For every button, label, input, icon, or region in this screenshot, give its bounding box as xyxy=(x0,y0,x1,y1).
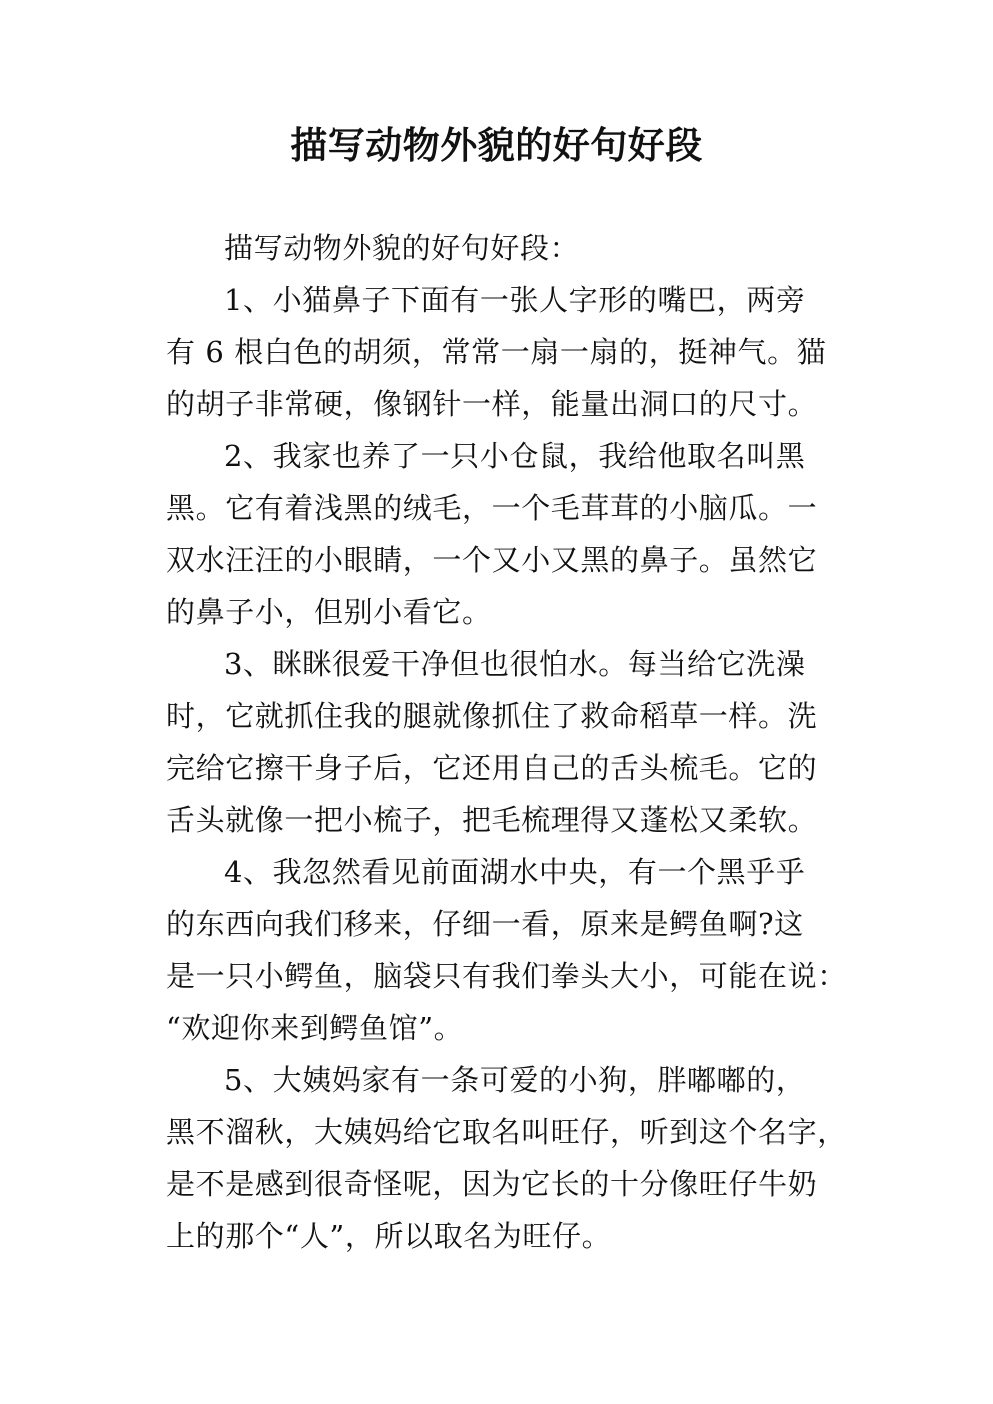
text-line: 有 6 根白色的胡须，常常一扇一扇的，挺神气。猫 xyxy=(166,335,827,369)
document-body xyxy=(166,222,847,1262)
text-line: 时，它就抓住我的腿就像抓住了救命稻草一样。洗 xyxy=(166,699,818,733)
text-line: 的胡子非常硬，像钢针一样，能量出洞口的尺寸。 xyxy=(166,387,818,421)
text-line: 的鼻子小，但别小看它。 xyxy=(166,595,492,629)
text-line: 黑。它有着浅黑的绒毛，一个毛茸茸的小脑瓜。一 xyxy=(166,491,818,525)
text-line: 3、眯眯很爱干净但也很怕水。每当给它洗澡 xyxy=(224,647,806,681)
text-line: 双水汪汪的小眼睛，一个又小又黑的鼻子。虽然它 xyxy=(166,543,818,577)
text-line: 黑不溜秋，大姨妈给它取名叫旺仔，听到这个名字， xyxy=(166,1115,847,1149)
text-line: 2、我家也养了一只小仓鼠，我给他取名叫黑 xyxy=(224,439,806,473)
text-line: “欢迎你来到鳄鱼馆”。 xyxy=(166,1011,464,1045)
text-line: 完给它擦干身子后，它还用自己的舌头梳毛。它的 xyxy=(166,751,818,785)
text-line: 是不是感到很奇怪呢，因为它长的十分像旺仔牛奶 xyxy=(166,1167,818,1201)
text-line: 描写动物外貌的好句好段： xyxy=(224,231,580,265)
text-line: 舌头就像一把小梳子，把毛梳理得又蓬松又柔软。 xyxy=(166,803,818,837)
text-line: 4、我忽然看见前面湖水中央，有一个黑乎乎 xyxy=(224,855,806,889)
text-line: 5、大姨妈家有一条可爱的小狗，胖嘟嘟的， xyxy=(224,1063,806,1097)
text-line: 的东西向我们移来，仔细一看，原来是鳄鱼啊?这 xyxy=(166,907,804,941)
text-line: 1、小猫鼻子下面有一张人字形的嘴巴，两旁 xyxy=(224,283,806,317)
document-title: 描写动物外貌的好句好段 xyxy=(290,124,703,167)
text-line: 上的那个“人”，所以取名为旺仔。 xyxy=(166,1219,612,1253)
text-line: 是一只小鳄鱼，脑袋只有我们拳头大小，可能在说： xyxy=(166,959,847,993)
